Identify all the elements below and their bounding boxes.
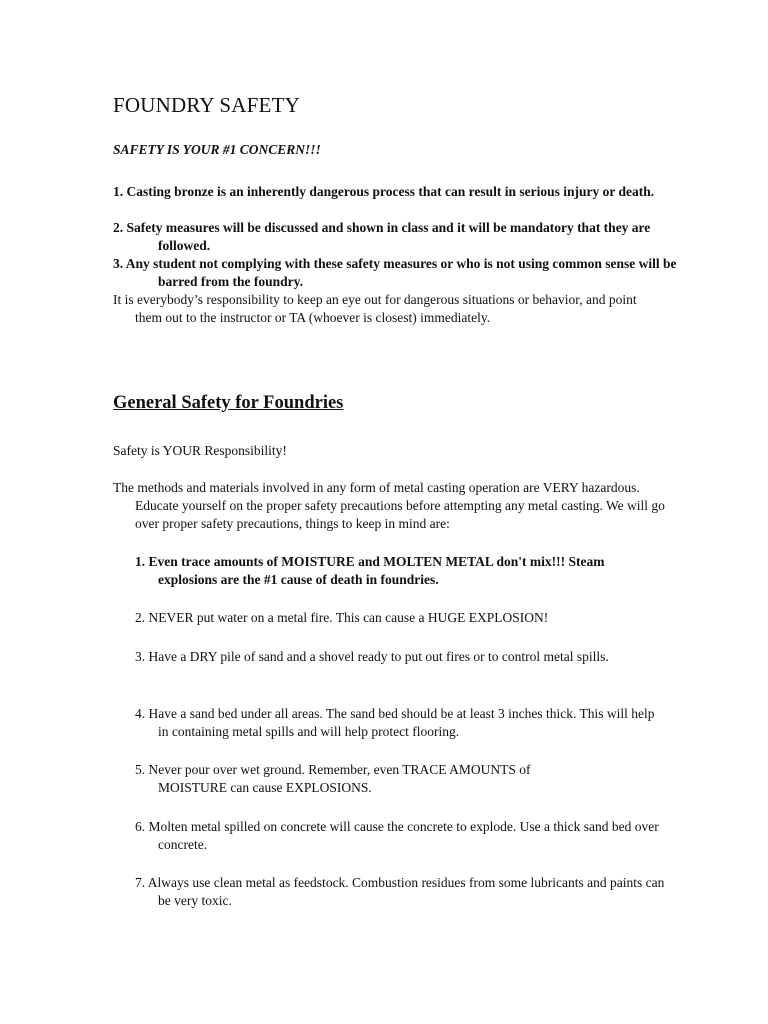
list-item: 6. Molten metal spilled on concrete will cause the concrete to explode. Use a thick sand bed over concrete. <box>135 819 659 852</box>
rule-2: 2. Safety measures will be discussed and shown in class and it will be mandatory that they are followed. <box>113 220 651 253</box>
list-item: 3. Have a DRY pile of sand and a shovel ready to put out fires or to control metal spills. <box>135 649 609 664</box>
section-paragraph: The methods and materials involved in any form of metal casting operation are VERY hazardous. Educate yourself on the proper safety precautions before attempting any metal casting. We will go over proper safety precautions, things to keep in mind are: <box>113 480 665 531</box>
responsibility-paragraph: It is everybody’s responsibility to keep an eye out for dangerous situations or behavior, and point them out to the instructor or TA (whoever is closest) immediately. <box>113 292 637 325</box>
list-item: 4. Have a sand bed under all areas. The sand bed should be at least 3 inches thick. This will help in containing metal spills and will help protect flooring. <box>135 706 655 739</box>
list-item: 1. Even trace amounts of MOISTURE and MOLTEN METAL don't mix!!! Steam explosions are the #1 cause of death in foundries. <box>135 554 605 587</box>
rule-1: 1. Casting bronze is an inherently dangerous process that can result in serious injury or death. <box>113 184 655 199</box>
section-intro: Safety is YOUR Responsibility! <box>113 443 287 458</box>
document-subtitle: SAFETY IS YOUR #1 CONCERN!!! <box>113 142 321 157</box>
list-item: 7. Always use clean metal as feedstock. Combustion residues from some lubricants and paints can be very toxic. <box>135 875 665 908</box>
list-item: 5. Never pour over wet ground. Remember, even TRACE AMOUNTS of MOISTURE can cause EXPLOSIONS. <box>135 762 531 795</box>
rule-3: 3. Any student not complying with these safety measures or who is not using common sense will be barred from the foundry. <box>113 256 677 289</box>
document-title: FOUNDRY SAFETY <box>113 93 300 117</box>
list-item: 2. NEVER put water on a metal fire. This can cause a HUGE EXPLOSION! <box>135 610 549 625</box>
section-heading: General Safety for Foundries <box>113 393 344 413</box>
